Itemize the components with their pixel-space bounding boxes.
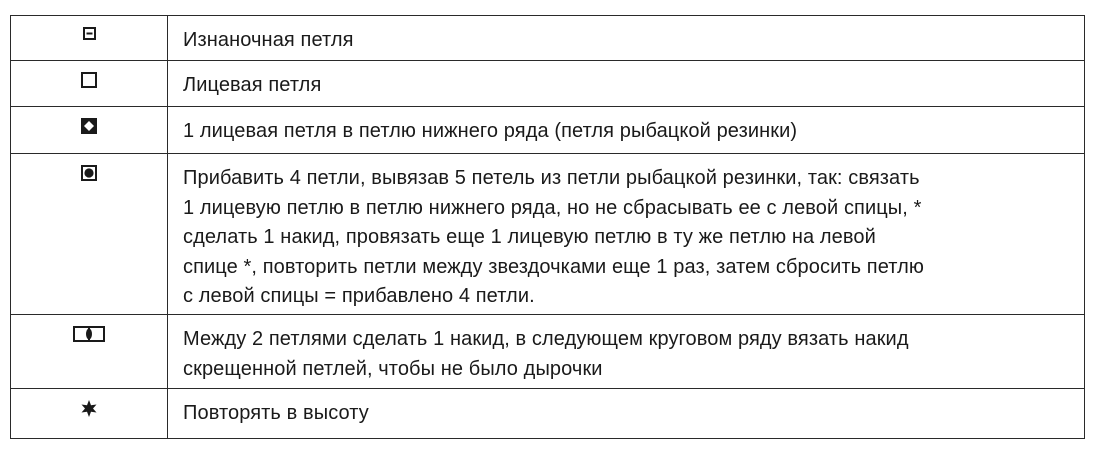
legend-text-line: Между 2 петлями сделать 1 накид, в следующем круговом ряду вязать накид	[183, 328, 909, 350]
legend-text-line: спице *, повторить петли между звездочками еще 1 раз, затем сбросить петлю	[183, 255, 924, 278]
description-cell	[168, 16, 1085, 61]
legend-text-line: 1 лицевую петлю в петлю нижнего ряда, но не сбрасывать ее с левой спицы, *	[183, 196, 922, 219]
legend-row	[11, 107, 1085, 154]
knit-stitch-icon	[81, 72, 97, 88]
description-cell	[168, 315, 1085, 389]
description-cell	[168, 61, 1085, 107]
legend-row	[11, 154, 1085, 315]
description-cell	[168, 107, 1085, 154]
symbol-cell	[11, 107, 168, 154]
repeat-star-icon	[81, 400, 97, 417]
legend-row	[11, 389, 1085, 439]
symbol-cell	[11, 61, 168, 107]
increase-four-icon	[81, 165, 97, 181]
purl-stitch-icon	[83, 27, 96, 40]
legend-text: 1 лицевая петля в петлю нижнего ряда (петля рыбацкой резинки)	[183, 120, 798, 142]
legend-text-line: сделать 1 накид, провязать еще 1 лицевую петлю в ту же петлю на левой	[183, 226, 876, 248]
legend-text-line: Прибавить 4 петли, вывязав 5 петель из петли рыбацкой резинки, так: связать	[183, 167, 920, 189]
symbol-cell	[11, 389, 168, 439]
legend-row	[11, 315, 1085, 389]
legend-text-line: скрещенной петлей, чтобы не было дырочки	[183, 357, 603, 380]
legend-text: Лицевая петля	[183, 74, 322, 96]
stitch-legend-table	[10, 15, 1085, 439]
description-cell	[168, 154, 1085, 315]
symbol-cell	[11, 16, 168, 61]
symbol-cell	[11, 154, 168, 315]
legend-row	[11, 61, 1085, 107]
legend-text: Изнаночная петля	[183, 29, 354, 51]
legend-row	[11, 16, 1085, 61]
legend-text: Повторять в высоту	[183, 402, 369, 424]
yarn-over-icon	[73, 326, 105, 342]
symbol-cell	[11, 315, 168, 389]
legend-text-line: с левой спицы = прибавлено 4 петли.	[183, 285, 535, 307]
knit-below-icon	[81, 118, 97, 134]
description-cell	[168, 389, 1085, 439]
